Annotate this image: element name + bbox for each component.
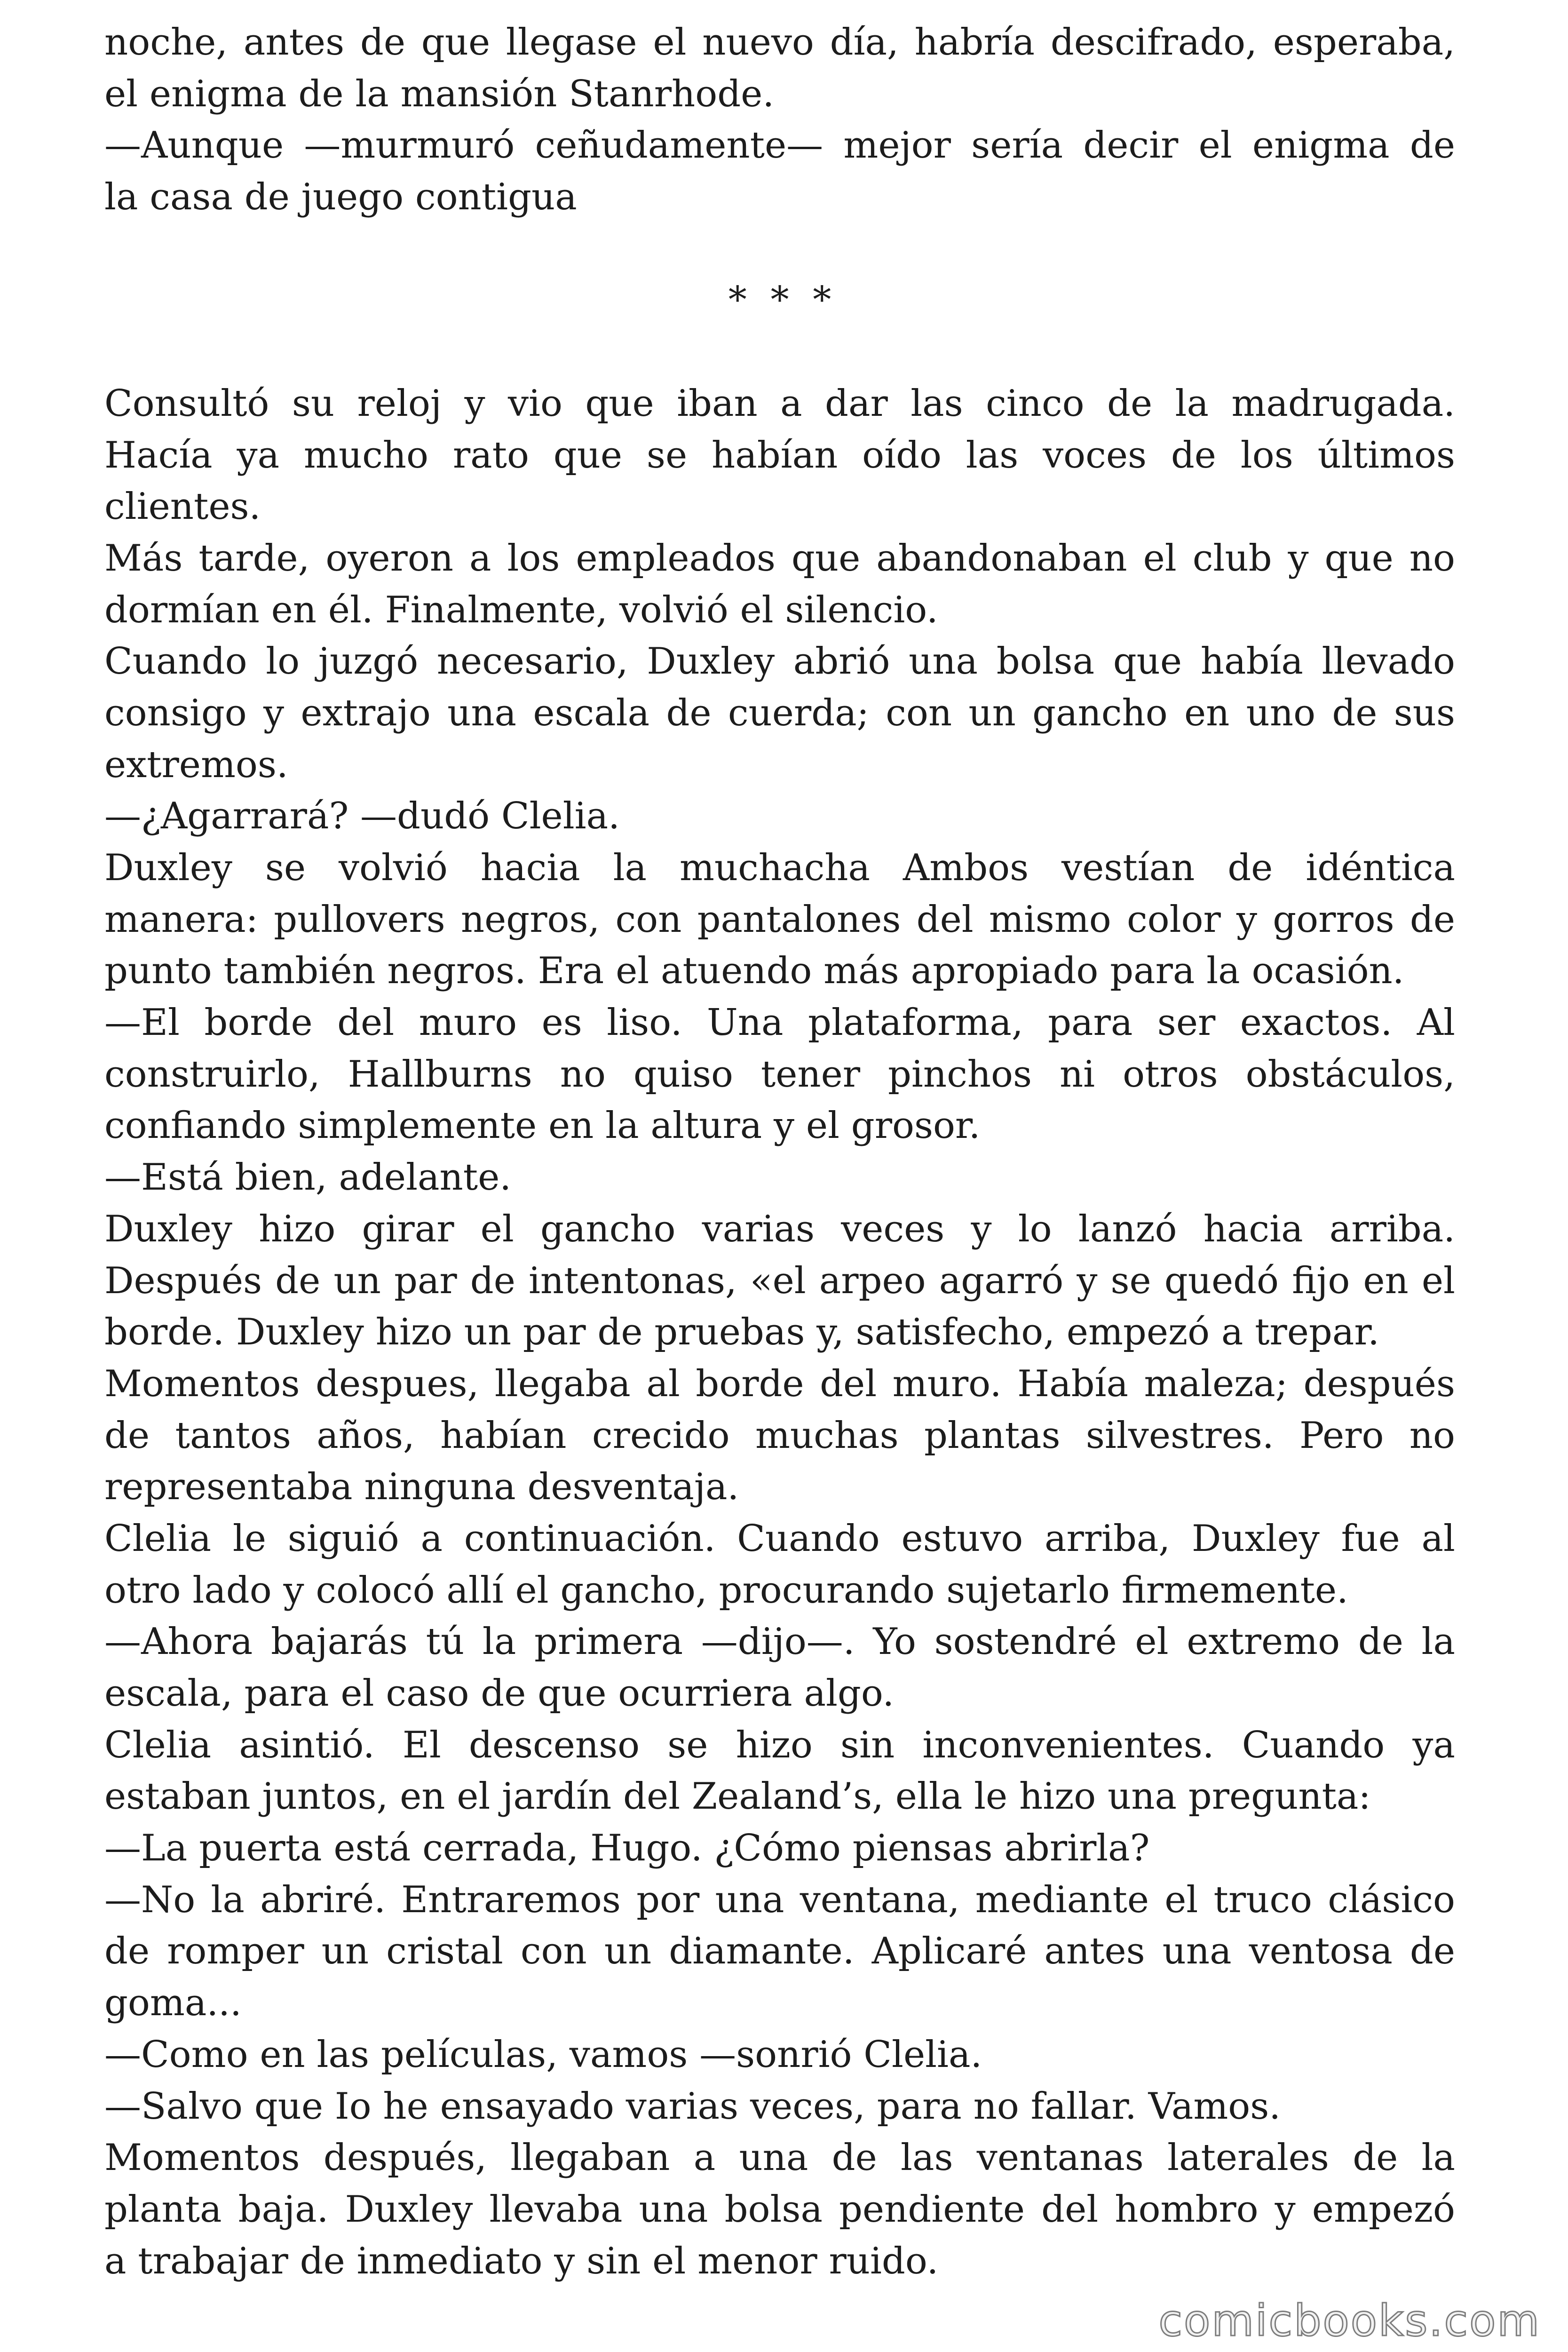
text-line: clientes. — [104, 485, 261, 528]
text-line: consigo y extrajo una escala de cuerda; con un gancho en uno de sus — [104, 691, 1455, 734]
text-line: manera: pullovers negros, con pantalones del mismo color y gorros de — [104, 898, 1455, 941]
paragraph — [104, 1823, 1455, 1875]
page-text — [104, 17, 1455, 2287]
paragraph — [104, 1720, 1455, 1823]
text-line: extremos. — [104, 743, 288, 786]
text-line: —Está bien, adelante. — [104, 1156, 512, 1199]
text-line: a trabajar de inmediato y sin el menor ruido. — [104, 2240, 939, 2282]
paragraph — [104, 1616, 1455, 1719]
text-line: representaba ninguna desventaja. — [104, 1466, 739, 1509]
text-line: estaban juntos, en el jardín del Zealand’s, ella le hizo una pregunta: — [104, 1775, 1371, 1818]
text-line: Duxley hizo girar el gancho varias veces y lo lanzó hacia arriba. — [104, 1208, 1455, 1250]
paragraph — [104, 791, 1455, 842]
text-line: —Salvo que Io he ensayado varias veces, para no fallar. Vamos. — [104, 2085, 1281, 2128]
text-line: Clelia le siguió a continuación. Cuando estuvo arriba, Duxley fue al — [104, 1517, 1455, 1560]
text-line: planta baja. Duxley llevaba una bolsa pendiente del hombro y empezó — [104, 2188, 1455, 2231]
paragraph — [104, 378, 1455, 533]
paragraph — [104, 842, 1455, 997]
paragraph — [104, 1204, 1455, 1359]
text-line: punto también negros. Era el atuendo más apropiado para la ocasión. — [104, 950, 1404, 993]
paragraph — [104, 533, 1455, 636]
paragraph — [104, 1152, 1455, 1204]
text-line: Cuando lo juzgó necesario, Duxley abrió una bolsa que había llevado — [104, 640, 1455, 683]
section-break: * * * — [728, 279, 832, 322]
text-line: dormían en él. Finalmente, volvió el silencio. — [104, 588, 938, 631]
text-line: construirlo, Hallburns no quiso tener pinchos ni otros obstáculos, — [104, 1053, 1455, 1096]
text-line: el enigma de la mansión Stanrhode. — [104, 72, 775, 115]
paragraph — [104, 1359, 1455, 1513]
text-line: Más tarde, oyeron a los empleados que abandonaban el club y que no — [104, 537, 1455, 580]
text-line: —¿Agarrará? —dudó Clelia. — [104, 795, 620, 838]
text-line: borde. Duxley hizo un par de pruebas y, satisfecho, empezó a trepar. — [104, 1311, 1379, 1354]
text-line: goma... — [104, 1982, 242, 2025]
paragraph — [104, 17, 1455, 120]
text-line: de romper un cristal con un diamante. Aplicaré antes una ventosa de — [104, 1930, 1455, 1973]
text-line: Después de un par de intentonas, «el arpeo agarró y se quedó fijo en el — [104, 1259, 1455, 1302]
text-line: Clelia asintió. El descenso se hizo sin inconvenientes. Cuando ya — [104, 1724, 1455, 1766]
text-line: —Ahora bajarás tú la primera —dijo—. Yo sostendré el extremo de la — [104, 1621, 1455, 1663]
text-line: —No la abriré. Entraremos por una ventana, mediante el truco clásico — [104, 1878, 1455, 1921]
text-line: otro lado y colocó allí el gancho, procurando sujetarlo firmemente. — [104, 1569, 1348, 1612]
text-line: confiando simplemente en la altura y el grosor. — [104, 1104, 981, 1147]
text-line: Momentos despues, llegaba al borde del muro. Había maleza; después — [104, 1362, 1455, 1405]
text-line: la casa de juego contigua — [104, 176, 577, 219]
text-line: —La puerta está cerrada, Hugo. ¿Cómo piensas abrirla? — [104, 1827, 1150, 1870]
text-line: Consultó su reloj y vio que iban a dar las cinco de la madrugada. — [104, 382, 1455, 425]
paragraph — [104, 1875, 1455, 2029]
text-line: —El borde del muro es liso. Una plataforma, para ser exactos. Al — [104, 1001, 1455, 1044]
paragraph — [104, 2029, 1455, 2081]
watermark: comicbooks.com — [1158, 2296, 1541, 2346]
text-line: Momentos después, llegaban a una de las ventanas laterales de la — [104, 2137, 1455, 2179]
text-line: —Como en las películas, vamos —sonrió Clelia. — [104, 2033, 982, 2076]
paragraph — [104, 1513, 1455, 1616]
paragraph — [104, 2081, 1455, 2133]
text-line: Duxley se volvió hacia la muchacha Ambos vestían de idéntica — [104, 847, 1455, 889]
text-line: escala, para el caso de que ocurriera algo. — [104, 1672, 895, 1715]
text-line: noche, antes de que llegase el nuevo día, habría descifrado, esperaba, — [104, 21, 1455, 64]
text-line: de tantos años, habían crecido muchas plantas silvestres. Pero no — [104, 1414, 1455, 1457]
text-line: Hacía ya mucho rato que se habían oído las voces de los últimos — [104, 434, 1455, 477]
paragraph — [104, 997, 1455, 1152]
paragraph — [104, 636, 1455, 791]
paragraph — [104, 2132, 1455, 2287]
paragraph — [104, 120, 1455, 223]
text-line: —Aunque —murmuró ceñudamente— mejor sería decir el enigma de — [104, 124, 1455, 167]
